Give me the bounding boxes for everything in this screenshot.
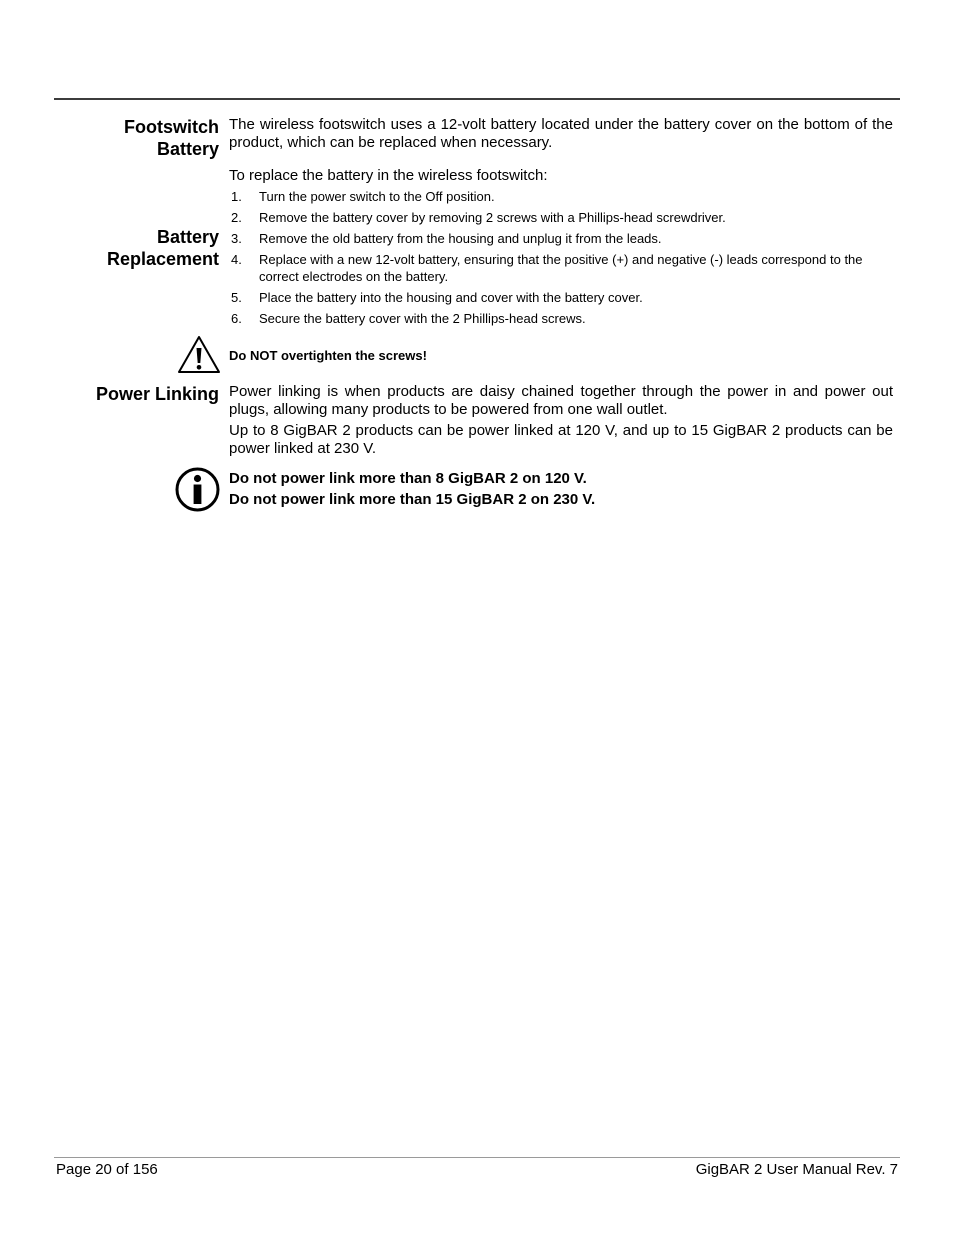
- warning-note: Do NOT overtighten the screws!: [229, 348, 427, 363]
- list-item: 2. Remove the battery cover by removing 2 screws with a Phillips-head screwdriver.: [231, 210, 726, 225]
- list-item: 1. Turn the power switch to the Off position.: [231, 189, 495, 204]
- power-linking-paragraph-2: Up to 8 GigBAR 2 products can be power linked at 120 V, and up to 15 GigBAR 2 products can be power linked at 230 V.: [229, 422, 893, 457]
- heading-footswitch-battery: Footswitch Battery: [124, 117, 219, 159]
- heading-battery-replacement: Battery Replacement: [106, 227, 219, 269]
- list-item: 4. Replace with a new 12-volt battery, ensuring that the positive (+) and negative (-) leads correspond to the correct electrodes on the battery.: [231, 252, 863, 284]
- power-linking-paragraph-1: Power linking is when products are daisy chained together through the power in and power out plugs, allowing many products to be powered from one wall outlet.: [229, 383, 893, 418]
- header-rule: [54, 98, 900, 100]
- battery-replacement-intro: To replace the battery in the wireless footswitch:: [229, 167, 548, 184]
- power-link-note-120v: Do not power link more than 8 GigBAR 2 on 120 V.: [229, 470, 587, 487]
- page-number: Page 20 of 156: [56, 1161, 158, 1178]
- manual-title: GigBAR 2 User Manual Rev. 7: [695, 1161, 898, 1178]
- battery-replacement-steps: [229, 188, 893, 331]
- list-item: 3. Remove the old battery from the housing and unplug it from the leads.: [231, 231, 662, 246]
- heading-power-linking: Power Linking: [95, 384, 219, 404]
- footer-rule: [54, 1157, 900, 1158]
- list-item: 6. Secure the battery cover with the 2 Phillips-head screws.: [231, 311, 586, 326]
- list-item: 5. Place the battery into the housing and cover with the battery cover.: [231, 290, 643, 305]
- warning-triangle-icon: [177, 335, 221, 375]
- footswitch-battery-paragraph: The wireless footswitch uses a 12-volt battery located under the battery cover on the bottom of the product, which can be replaced when necessary.: [229, 116, 893, 151]
- power-link-note-230v: Do not power link more than 15 GigBAR 2 on 230 V.: [229, 491, 596, 508]
- info-circle-icon: [175, 467, 220, 512]
